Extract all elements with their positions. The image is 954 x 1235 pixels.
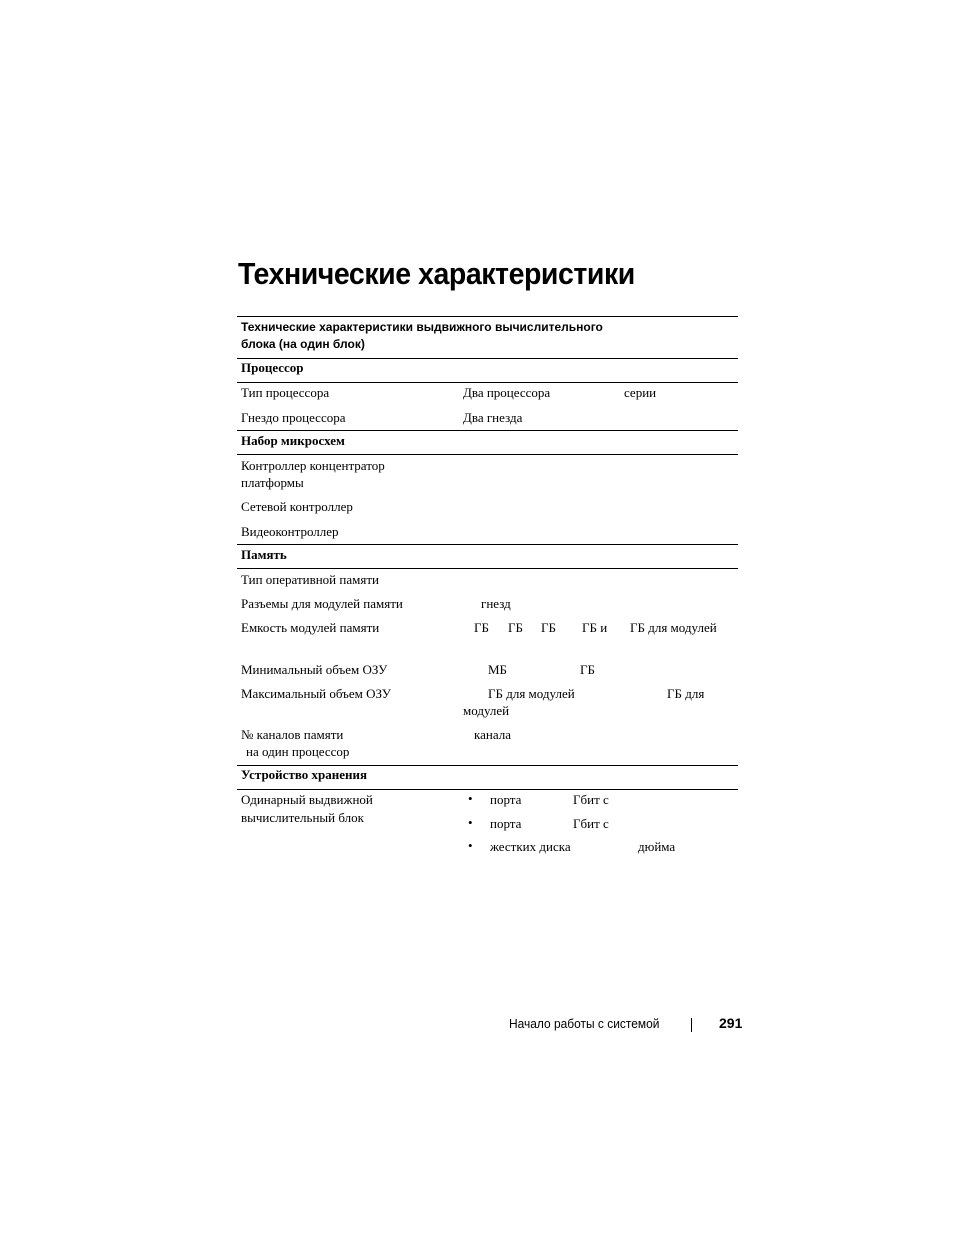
processor-type-series: серии: [624, 385, 657, 400]
section-heading-processor: Процессор: [241, 360, 304, 375]
memory-capacity-value: ГБ: [474, 620, 489, 635]
processor-socket-value: Два гнезда: [463, 410, 523, 425]
footer-separator: [691, 1018, 692, 1032]
rule: [237, 454, 738, 455]
page-title: Технические характеристики: [238, 256, 635, 291]
memory-slots-value: гнезд: [481, 596, 511, 611]
memory-max-label: Максимальный объем ОЗУ: [241, 686, 391, 701]
table-header: Технические характеристики выдвижного вычислительного блока (на один блок): [241, 320, 603, 351]
storage-item: порта: [490, 816, 522, 831]
rule: [237, 358, 738, 359]
memory-channels-value: канала: [474, 727, 511, 742]
storage-item: дюйма: [638, 839, 676, 854]
storage-item: Гбит с: [573, 792, 609, 807]
memory-capacity-value: ГБ: [508, 620, 523, 635]
memory-channels-label: № каналов памяти: [241, 727, 344, 742]
rule: [237, 765, 738, 766]
storage-item: порта: [490, 792, 522, 807]
section-heading-chipset: Набор микросхем: [241, 433, 345, 448]
bullet: •: [468, 838, 473, 853]
memory-type-label: Тип оперативной памяти: [241, 572, 379, 587]
rule: [237, 789, 738, 790]
rule: [237, 568, 738, 569]
chipset-hub-label: Контроллер концентратор платформы: [241, 458, 385, 490]
bullet: •: [468, 791, 473, 806]
processor-type-value: Два процессора: [463, 385, 551, 400]
section-heading-storage: Устройство хранения: [241, 767, 368, 782]
memory-min-label: Минимальный объем ОЗУ: [241, 662, 388, 677]
bullet: •: [468, 815, 473, 830]
processor-socket-label: Гнездо процессора: [241, 410, 346, 425]
memory-min-value: ГБ: [580, 662, 595, 677]
page-number: 291: [719, 1015, 743, 1031]
memory-slots-label: Разъемы для модулей памяти: [241, 596, 403, 611]
memory-max-value: ГБ для модулей: [488, 686, 575, 701]
processor-type-label: Тип процессора: [241, 385, 330, 400]
memory-min-value: МБ: [488, 662, 508, 677]
chipset-network-label: Сетевой контроллер: [241, 499, 353, 514]
table-top-rule: [237, 316, 738, 317]
rule: [237, 430, 738, 431]
rule: [237, 382, 738, 383]
rule: [237, 544, 738, 545]
memory-max-value: модулей: [463, 703, 510, 718]
storage-item: жестких диска: [490, 839, 571, 854]
memory-capacity-label: Емкость модулей памяти: [241, 620, 380, 635]
memory-capacity-value: ГБ: [541, 620, 556, 635]
memory-capacity-value: ГБ для модулей: [630, 620, 717, 635]
storage-item: Гбит с: [573, 816, 609, 831]
section-heading-memory: Память: [241, 547, 287, 562]
storage-single-label: Одинарный выдвижной: [241, 792, 373, 807]
chipset-video-label: Видеоконтроллер: [241, 524, 339, 539]
footer-text: Начало работы с системой: [509, 1016, 660, 1031]
memory-capacity-value: ГБ и: [582, 620, 608, 635]
memory-channels-label: на один процессор: [246, 744, 350, 759]
storage-single-label: вычислительный блок: [241, 810, 364, 825]
memory-max-value: ГБ для: [667, 686, 705, 701]
